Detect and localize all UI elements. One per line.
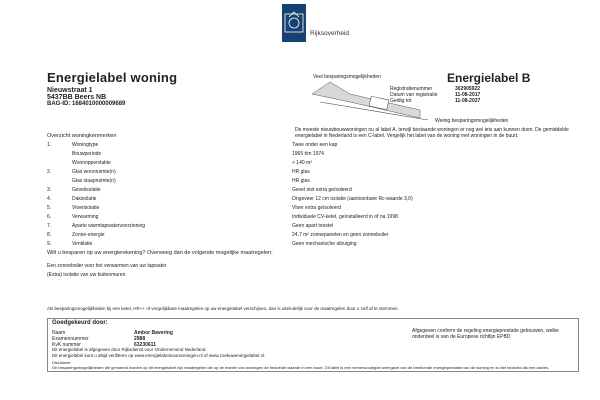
footer-line: Dit energielabel is afgegeven door Rijksdienst voor Ondernemend Nederland. [52,347,207,352]
table-row: Glas slaapruimte(n) HR glas [72,178,310,184]
overview-heading: Overzicht woningkenmerken [47,133,117,139]
approval-details [52,330,173,348]
address-line1: Nieuwstraat 1 [47,87,93,94]
bottom-caption: Weinig besparingsmogelijkheden [435,118,509,124]
label-advice: De meeste nieuwbouwwoningen nu al label A, terwijl bestaande woningen er nog wel iets aan kunnen doen. De gemiddelde energielabel in Nederland is een C-label. Vergelijk het label van de woning met woningen in de buurt. [295,127,569,139]
registration-meta [390,86,480,104]
page-title: Energielabel woning [47,70,178,85]
approval-heading: Goedgekeurd door: [52,320,108,326]
address-line2: 5437BB Beers NB [47,94,107,101]
rijksoverheid-logo [282,4,306,42]
table-row: 4. Dakisolatie Ongeveer 12 cm isolatie (aantoonbare Rc-waarde 3,0) [47,196,413,202]
detail-row: Naam Ambor Bavering [52,330,173,336]
measures-list [47,262,167,280]
disclaimer-heading: Disclaimer [52,360,71,365]
house-caption: Veel besparingsmogelijkheden [313,74,381,80]
table-row: 1. Woningtype Twee onder een kap [47,142,338,148]
issued-statement: Afgegeven conform de regeling energieprestatie gebouwen, welke onderdeel is van de Europese richtlijn EPBD [412,328,559,340]
table-row: Woonoppervlakte > 140 m² [72,160,312,166]
footer-lines [52,347,265,358]
energy-label-title: Energielabel B [447,71,531,85]
table-row: 2. Glas woonruimte(n) HR glas [47,169,310,175]
table-row: 5. Vloerisolatie Vloer extra geïsoleerd [47,205,341,211]
table-row: 9. Ventilatie Geen mechanische afzuiging [47,241,357,247]
footer-line: Dit energielabel kunt u altijd verifiëren op www.energielabelvoorwoningen.nl of www.zoekuwenergielabel.nl. [52,352,266,358]
bag-id: BAG-ID: 1684010000009689 [47,101,126,107]
list-item: Een zonneboiler voor het verwarmen van uw tapwater [47,263,167,269]
meta-row: Geldig tot 11-08-2027 [390,98,481,104]
table-row: 6. Verwarming Individuele CV-ketel, geïnstalleerd in of na 1998 [47,214,398,220]
detail-row: KvK nummer 63230611 [52,342,156,348]
table-row: 8. Zonne-energie 24,7 m² zonnepanelen en geen zonneboiler [47,232,389,238]
meta-row: Registratienummer 302905922 [390,86,481,92]
note-text: Als besparingsmogelijkheden bij een ketel, HR++ of vergelijkbare maatregelen op uw energielabel verschijnen, dan is uiteindelijk voor de maatregelen door u zelf af te stemmen. [47,306,399,311]
detail-row: Examennummer 2988 [52,336,146,342]
list-item: (Extra) isolatie van uw buitenmuren [47,272,126,278]
logo-text: Rijksoverheid [310,30,350,37]
savings-question: Wilt u besparen op uw energierekening? Overweeg dan de volgende mogelijke maatregelen: [47,250,273,256]
table-row: 7. Aparte warmtapwatervoorziening Geen apart toestel [47,223,334,229]
disclaimer [52,360,572,370]
table-row: 3. Gevelisolatie Gevel niet extra geïsoleerd [47,187,352,193]
disclaimer-text: De besparingsmogelijkheden die genoemd worden op dit energielabel zijn maatregelen die op de manier van woningen de bedoelde waarde in een buurt. Dit label is een vereenvoudigde weergave van de berekende energieprestatie van de woning en is niet bedoeld als een advies. [52,365,550,370]
table-row: Bouwperiode 1965 t/m 1974 [72,151,324,157]
meta-row: Datum van registratie 11-08-2017 [390,92,481,98]
